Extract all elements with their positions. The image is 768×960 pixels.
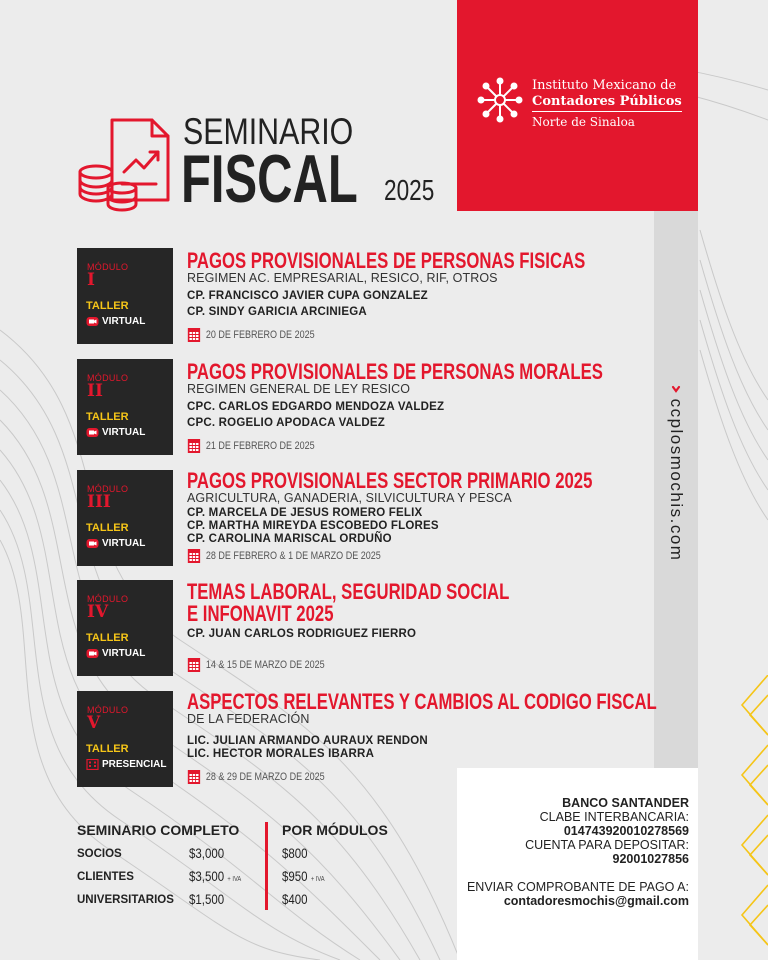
calendar-icon — [187, 547, 201, 564]
module-title: PAGOS PROVISIONALES DE PERSONAS MORALES — [187, 359, 603, 384]
module-mode — [86, 759, 166, 770]
module-date-text: 28 DE FEBRERO & 1 DE MARZO DE 2025 — [205, 549, 381, 562]
title-seminario: SEMINARIO — [183, 111, 354, 152]
module-date-text: 21 DE FEBRERO DE 2025 — [205, 439, 315, 452]
calendar-icon — [187, 656, 201, 673]
module-subtitle: REGIMEN AC. EMPRESARIAL, RESICO, RIF, OTROS — [187, 271, 498, 285]
video-camera-icon — [86, 316, 99, 327]
clabe-value[interactable]: 014743920010278569 — [563, 824, 689, 838]
module-date — [187, 768, 325, 785]
imcp-logo-icon — [476, 76, 524, 124]
module-badge — [77, 691, 173, 787]
video-camera-icon — [86, 648, 99, 659]
module-subtitle: AGRICULTURA, GANADERIA, SILVICULTURA Y PESCA — [187, 491, 512, 505]
module-number: I — [87, 270, 95, 290]
module-mode-label: VIRTUAL — [102, 648, 146, 659]
video-camera-icon — [86, 538, 99, 549]
pricing-module-header: POR MÓDULOS — [282, 822, 388, 838]
institute-name — [532, 78, 682, 130]
video-camera-icon — [86, 427, 99, 438]
pricing-full-amount — [189, 868, 241, 884]
price-value: $800 — [282, 845, 308, 861]
title-year: 2025 — [384, 175, 435, 207]
pricing-table — [77, 820, 457, 940]
module-number: IV — [87, 602, 109, 622]
module-date — [187, 437, 315, 454]
price-value: $1,500 — [189, 891, 225, 907]
finance-document-icon — [76, 114, 176, 214]
clabe-label: CLABE INTERBANCARIA: — [539, 810, 689, 824]
module-badge — [77, 359, 173, 455]
module-badge — [77, 470, 173, 566]
module-mode — [86, 316, 145, 327]
module-number: III — [87, 492, 111, 512]
building-icon — [86, 759, 99, 770]
pricing-module-amount — [282, 868, 325, 884]
module-number: V — [87, 713, 101, 733]
module-subtitle: DE LA FEDERACIÓN — [187, 712, 310, 726]
calendar-icon — [187, 437, 201, 454]
module-title: PAGOS PROVISIONALES DE PERSONAS FISICAS — [187, 248, 586, 273]
module-badge — [77, 248, 173, 344]
module-number: II — [87, 381, 103, 401]
module-speaker: CP. FRANCISCO JAVIER CUPA GONZALEZ — [187, 290, 428, 302]
module-date-text: 28 & 29 DE MARZO DE 2025 — [205, 770, 325, 783]
module-speaker: CPC. CARLOS EDGARDO MENDOZA VALDEZ — [187, 401, 445, 413]
module-taller: TALLER — [86, 300, 129, 312]
title-fiscal: FISCAL — [181, 141, 358, 217]
module-date-text: 14 & 15 DE MARZO DE 2025 — [205, 658, 325, 671]
module-mode-label: PRESENCIAL — [102, 759, 167, 770]
send-proof-label: ENVIAR COMPROBANTE DE PAGO A: — [466, 880, 689, 894]
module-taller: TALLER — [86, 411, 129, 423]
pricing-full-header: SEMINARIO COMPLETO — [77, 822, 240, 838]
module-speaker: LIC. HECTOR MORALES IBARRA — [187, 748, 375, 760]
pricing-divider — [265, 822, 268, 910]
pricing-row-label: UNIVERSITARIOS — [77, 894, 174, 906]
pricing-module-amount — [282, 845, 308, 861]
module-mode — [86, 538, 145, 549]
chevron-icon — [670, 384, 682, 396]
module-speaker: LIC. JULIAN ARMANDO AURAUX RENDON — [187, 735, 428, 747]
module-mode — [86, 427, 145, 438]
module-title: ASPECTOS RELEVANTES Y CAMBIOS AL CODIGO FISCAL — [187, 689, 657, 714]
price-value: $950 — [282, 868, 308, 884]
module-mode-label: VIRTUAL — [102, 316, 146, 327]
module-taller: TALLER — [86, 522, 129, 534]
decorative-chevrons — [728, 675, 768, 960]
institute-line1: Instituto Mexicano de — [532, 78, 677, 93]
module-taller: TALLER — [86, 743, 129, 755]
module-label: MÓDULO — [87, 705, 129, 715]
module-speaker: CP. JUAN CARLOS RODRIGUEZ FIERRO — [187, 628, 417, 640]
pricing-full-amount — [189, 891, 224, 907]
website-link[interactable]: ccplosmochis.com — [667, 398, 686, 562]
module-speaker: CP. MARCELA DE JESUS ROMERO FELIX — [187, 507, 423, 519]
module-mode-label: VIRTUAL — [102, 538, 146, 549]
price-value: $3,500 — [189, 868, 225, 884]
pricing-row-label: SOCIOS — [77, 848, 122, 860]
price-value: $400 — [282, 891, 308, 907]
price-value: $3,000 — [189, 845, 225, 861]
module-title: PAGOS PROVISIONALES SECTOR PRIMARIO 2025 — [187, 468, 593, 493]
module-subtitle: REGIMEN GENERAL DE LEY RESICO — [187, 382, 411, 396]
module-speaker: CP. CAROLINA MARISCAL ORDUÑO — [187, 533, 392, 545]
iva-note: + IVA — [227, 876, 242, 883]
calendar-icon — [187, 768, 201, 785]
module-label: MÓDULO — [87, 262, 129, 272]
institute-line2: Contadores Públicos — [532, 94, 682, 112]
module-title-line1: TEMAS LABORAL, SEGURIDAD SOCIAL — [187, 579, 510, 604]
institute-line3: Norte de Sinaloa — [532, 115, 635, 129]
pricing-module-amount — [282, 891, 308, 907]
pricing-row-label: CLIENTES — [77, 871, 134, 883]
module-title-line2: E INFONAVIT 2025 — [187, 601, 334, 626]
module-speaker: CP. SINDY GARICIA ARCINIEGA — [187, 306, 367, 318]
module-label: MÓDULO — [87, 594, 129, 604]
bank-info-panel — [457, 768, 698, 960]
module-badge — [77, 580, 173, 676]
module-speaker: CPC. ROGELIO APODACA VALDEZ — [187, 417, 385, 429]
iva-note: + IVA — [310, 876, 325, 883]
module-date — [187, 547, 381, 564]
pricing-full-amount — [189, 845, 224, 861]
module-label: MÓDULO — [87, 484, 129, 494]
module-date-text: 20 DE FEBRERO DE 2025 — [205, 328, 315, 341]
email-link[interactable]: contadoresmochis@gmail.com — [503, 894, 689, 908]
account-label: CUENTA PARA DEPOSITAR: — [525, 838, 689, 852]
module-label: MÓDULO — [87, 373, 129, 383]
account-value[interactable]: 92001027856 — [612, 852, 689, 866]
calendar-icon — [187, 326, 201, 343]
module-date — [187, 326, 315, 343]
module-mode — [86, 648, 145, 659]
module-date — [187, 656, 325, 673]
module-mode-label: VIRTUAL — [102, 427, 146, 438]
module-taller: TALLER — [86, 632, 129, 644]
module-speaker: CP. MARTHA MIREYDA ESCOBEDO FLORES — [187, 520, 439, 532]
bank-name: BANCO SANTANDER — [562, 796, 689, 810]
